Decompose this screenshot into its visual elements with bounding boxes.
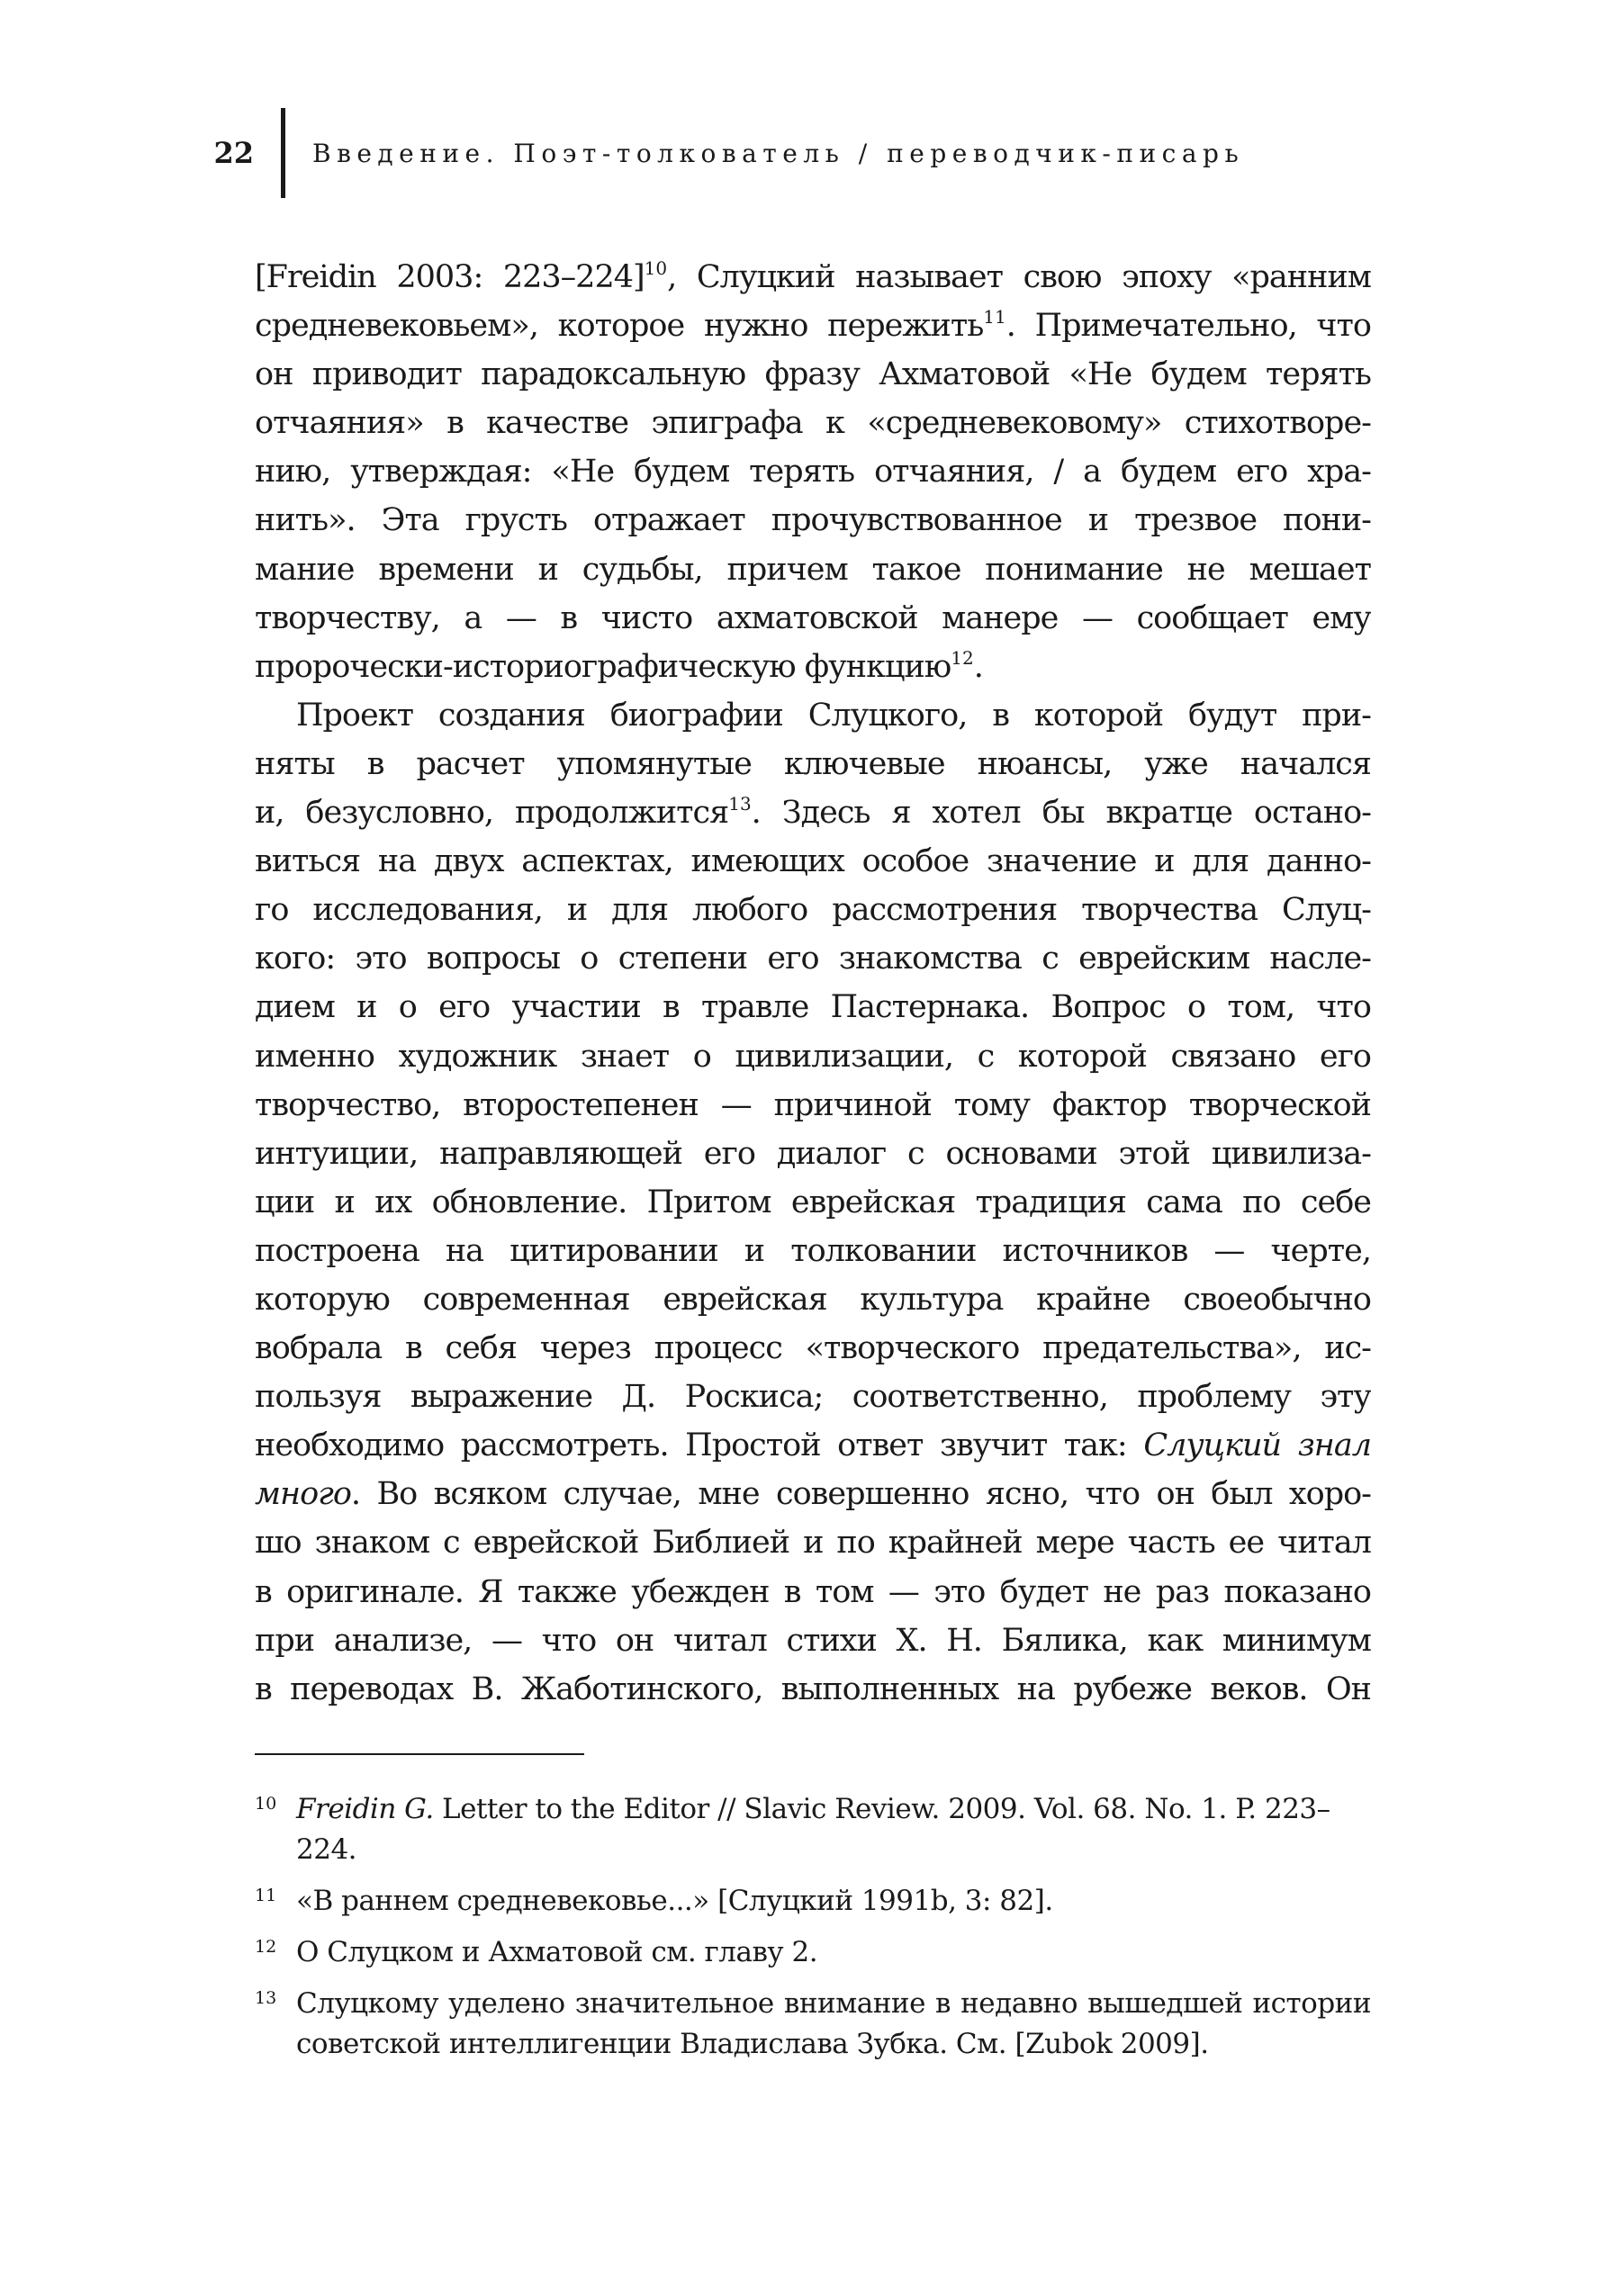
footnotes	[255, 1789, 1371, 2075]
page-number: 22	[213, 136, 254, 170]
text-line: шо знаком с еврейской Библией и по крайней мере часть ее читал	[255, 1525, 1371, 1562]
text-line: творчество, второстепенен — причиной тому фактор творческой	[255, 1086, 1371, 1123]
text-line: именно художник знает о цивилизации, с которой связано его	[255, 1038, 1371, 1075]
text-line: при анализе, — что он читал стихи Х. Н. Бялика, как минимум	[255, 1622, 1371, 1659]
text-line: нию, утверждая: «Не будем терять отчаяния, / а будем его хра-	[255, 454, 1371, 491]
text-line: няты в расчет упомянутые ключевые нюансы, уже начался	[255, 745, 1371, 782]
text-line: в переводах В. Жаботинского, выполненных на рубеже веков. Он	[255, 1670, 1371, 1707]
footnote-text: Слуцкому уделено значительное внимание в недавно вышедшей истории советской интеллигенции Владислава Зубка. См. [Zubok 2009].	[296, 1987, 1371, 2060]
text-line: нить». Эта грусть отражает прочувствованное и трезвое пони-	[255, 502, 1371, 539]
italic-phrase: много	[255, 1476, 351, 1513]
header-divider	[281, 108, 285, 198]
footnote-13	[255, 1984, 1371, 2065]
text-line: которую современная еврейская культура крайне своеобычно	[255, 1281, 1371, 1318]
footnote-12	[255, 1932, 1371, 1973]
text-line: дием и о его участии в травле Пастернака. Вопрос о том, что	[255, 989, 1371, 1026]
text-line: отчаяния» в качестве эпиграфа к «средневековому» стихотворе-	[255, 405, 1371, 442]
footnote-number: 11	[255, 1886, 277, 1905]
text-line: в оригинале. Я также убежден в том — это будет не раз показано	[255, 1573, 1371, 1610]
footnote-ref-10[interactable]: 10	[644, 257, 668, 279]
text-line: кого: это вопросы о степени его знакомства с еврейским насле-	[255, 941, 1371, 977]
text-line: средневековьем», которое нужно пережить$^{11}$. Примечательно, что	[255, 306, 1371, 345]
footnote-text: О Слуцком и Ахматовой см. главу 2.	[296, 1936, 818, 1968]
text-line: пользуя выражение Д. Роскиса; соответственно, проблему эту	[255, 1379, 1371, 1416]
text-line: много. Во всяком случае, мне совершенно ясно, что он был хоро-	[255, 1476, 1371, 1513]
footnote-10	[255, 1789, 1371, 1870]
text-line: необходимо рассмотреть. Простой ответ звучит так: Слуцкий знал	[255, 1427, 1371, 1464]
text-line: творчеству, а — в чисто ахматовской манере — сообщает ему	[255, 599, 1371, 636]
text-line: виться на двух аспектах, имеющих особое значение и для данно-	[255, 843, 1371, 880]
footnote-number: 10	[255, 1794, 277, 1814]
text-line: и, безусловно, продолжится$^{13}$. Здесь я хотел бы вкратце остано-	[255, 793, 1371, 832]
text-line: построена на цитировании и толковании источников — черте,	[255, 1232, 1371, 1269]
footnote-ref-12[interactable]: 12	[951, 646, 974, 669]
text-line: го исследования, и для любого рассмотрения творчества Слуц-	[255, 892, 1371, 929]
footnote-text: «В раннем средневековье...» [Слуцкий 1991b, 3: 82].	[296, 1885, 1053, 1917]
text-line: пророчески-историографическую функцию$^{12}$.	[255, 646, 983, 685]
running-header	[180, 108, 1244, 198]
main-text	[255, 253, 1371, 1714]
italic-phrase: Слуцкий знал	[1143, 1427, 1371, 1464]
text-line: ции и их обновление. Притом еврейская традиция сама по себе	[255, 1184, 1371, 1220]
footnote-text: Freidin G. Letter to the Editor // Slavic Review. 2009. Vol. 68. No. 1. P. 223–224.	[296, 1793, 1330, 1866]
footnote-ref-11[interactable]: 11	[983, 306, 1006, 329]
text-line: мание времени и судьбы, причем такое понимание не мешает	[255, 551, 1371, 588]
text-line: интуиции, направляющей его диалог с основами этой цивилиза-	[255, 1135, 1371, 1172]
footnote-separator	[255, 1753, 584, 1755]
footnote-ref-13[interactable]: 13	[728, 793, 752, 815]
text-line: [Freidin 2003: 223–224]$^{10}$, Слуцкий называет свою эпоху «ранним	[255, 257, 1371, 295]
running-head-title: Введение. Поэт-толкователь / переводчик-писарь	[312, 138, 1245, 168]
paragraph-2	[255, 691, 1371, 1714]
text-line: он приводит парадоксальную фразу Ахматовой «Не будем терять	[255, 356, 1371, 393]
footnote-number: 13	[255, 1988, 277, 2008]
text-line: вобрала в себя через процесс «творческого предательства», ис-	[255, 1330, 1371, 1367]
text-line: Проект создания биографии Слуцкого, в которой будут при-	[296, 697, 1371, 734]
paragraph-1	[255, 253, 1371, 691]
footnote-11	[255, 1881, 1371, 1922]
footnote-number: 12	[255, 1937, 277, 1957]
